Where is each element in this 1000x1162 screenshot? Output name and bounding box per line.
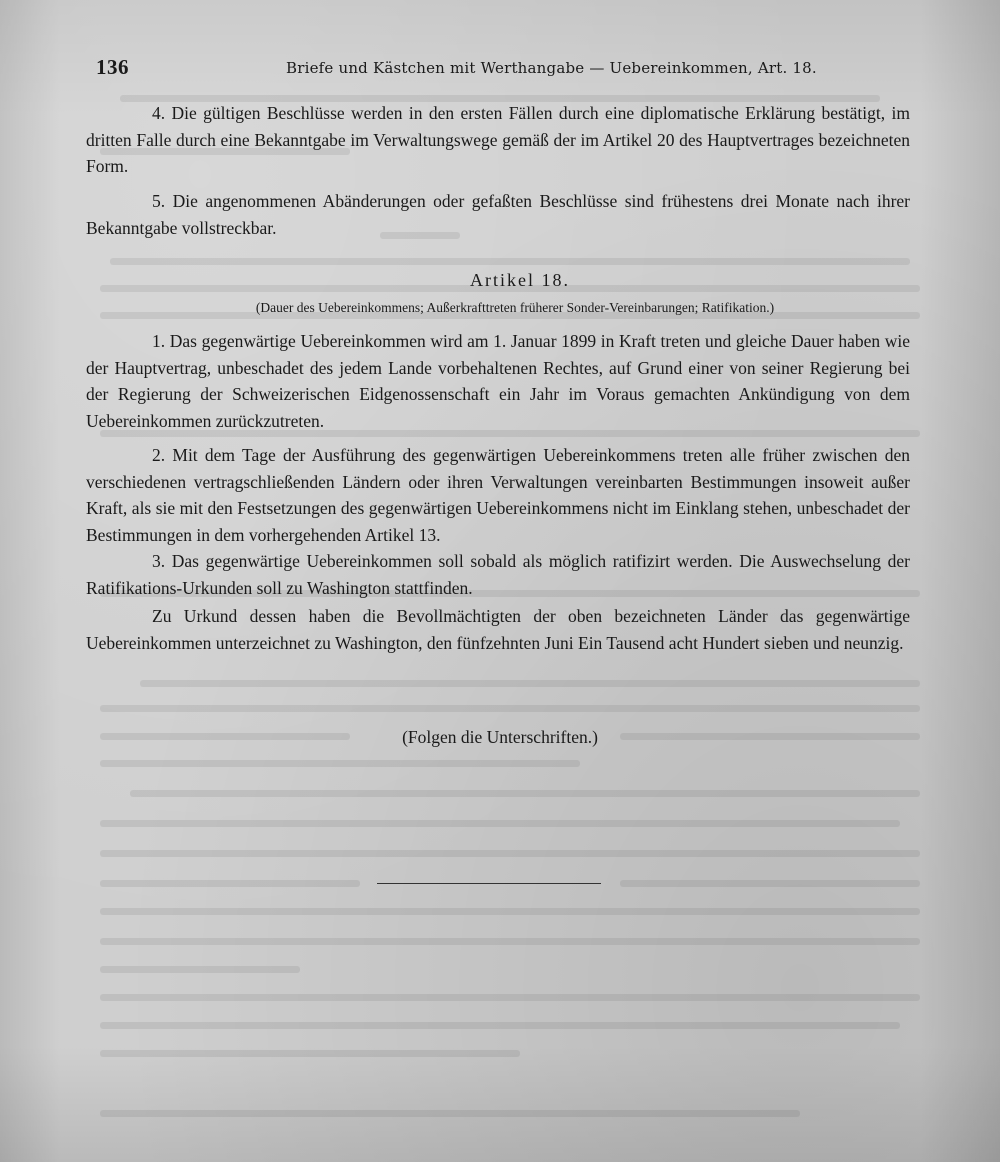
page-number: 136: [96, 55, 129, 79]
running-head: Briefe und Kästchen mit Werthangabe — Uebereinkommen, Art. 18.: [286, 59, 817, 77]
article-paragraph-1: 1. Das gegenwärtige Uebereinkommen wird am 1. Januar 1899 in Kraft treten und gleiche Dauer haben wie der Hauptvertrag, unbeschadet des jedem Lande vorbehaltenen Rechtes, auf Grund einer von seiner Regierung bei der Regierung der Schweizerischen Eidgenossenschaft ein Jahr im Voraus gemachten Ankündigung von dem Uebereinkommen zurückzutreten.: [86, 331, 910, 431]
article-title: Artikel 18.: [470, 270, 570, 290]
closing-rule: [377, 883, 601, 884]
page-header: [96, 55, 916, 87]
signatures-note: (Folgen die Unterschriften.): [402, 727, 598, 747]
article-paragraph-2: 2. Mit dem Tage der Ausführung des gegenwärtigen Uebereinkommens treten alle früher zwischen den verschiedenen vertragschließenden Ländern oder ihren Verwaltungen vereinbarten Bestimmungen insoweit außer Kraft, als sie mit den Festsetzungen des gegenwärtigen Uebereinkommens nicht im Einklang stehen, unbeschadet der Bestimmungen in dem vorhergehenden Artikel 13.: [86, 445, 910, 545]
paragraph-5: 5. Die angenommenen Abänderungen oder gefaßten Beschlüsse sind frühestens drei Monate nach ihrer Bekanntgabe vollstreckbar.: [86, 191, 910, 238]
attestation-paragraph: Zu Urkund dessen haben die Bevollmächtigten der oben bezeichneten Länder das gegenwärtige Uebereinkommen unterzeichnet zu Washington, den fünfzehnten Juni Ein Tausend acht Hundert sieben und neunzig.: [86, 606, 910, 653]
paragraph-4: 4. Die gültigen Beschlüsse werden in den ersten Fällen durch eine diplomatische Erklärung bestätigt, im dritten Falle durch eine Bekanntgabe im Verwaltungswege gemäß der im Artikel 20 des Hauptvertrages bezeichneten Form.: [86, 103, 910, 176]
article-paragraph-3: 3. Das gegenwärtige Uebereinkommen soll sobald als möglich ratifizirt werden. Die Auswechselung der Ratifikations-Urkunden soll zu Washington stattfinden.: [86, 551, 910, 598]
article-subtitle: (Dauer des Uebereinkommens; Außerkrafttreten früherer Sonder-Vereinbarungen; Ratifikation.): [255, 300, 775, 315]
